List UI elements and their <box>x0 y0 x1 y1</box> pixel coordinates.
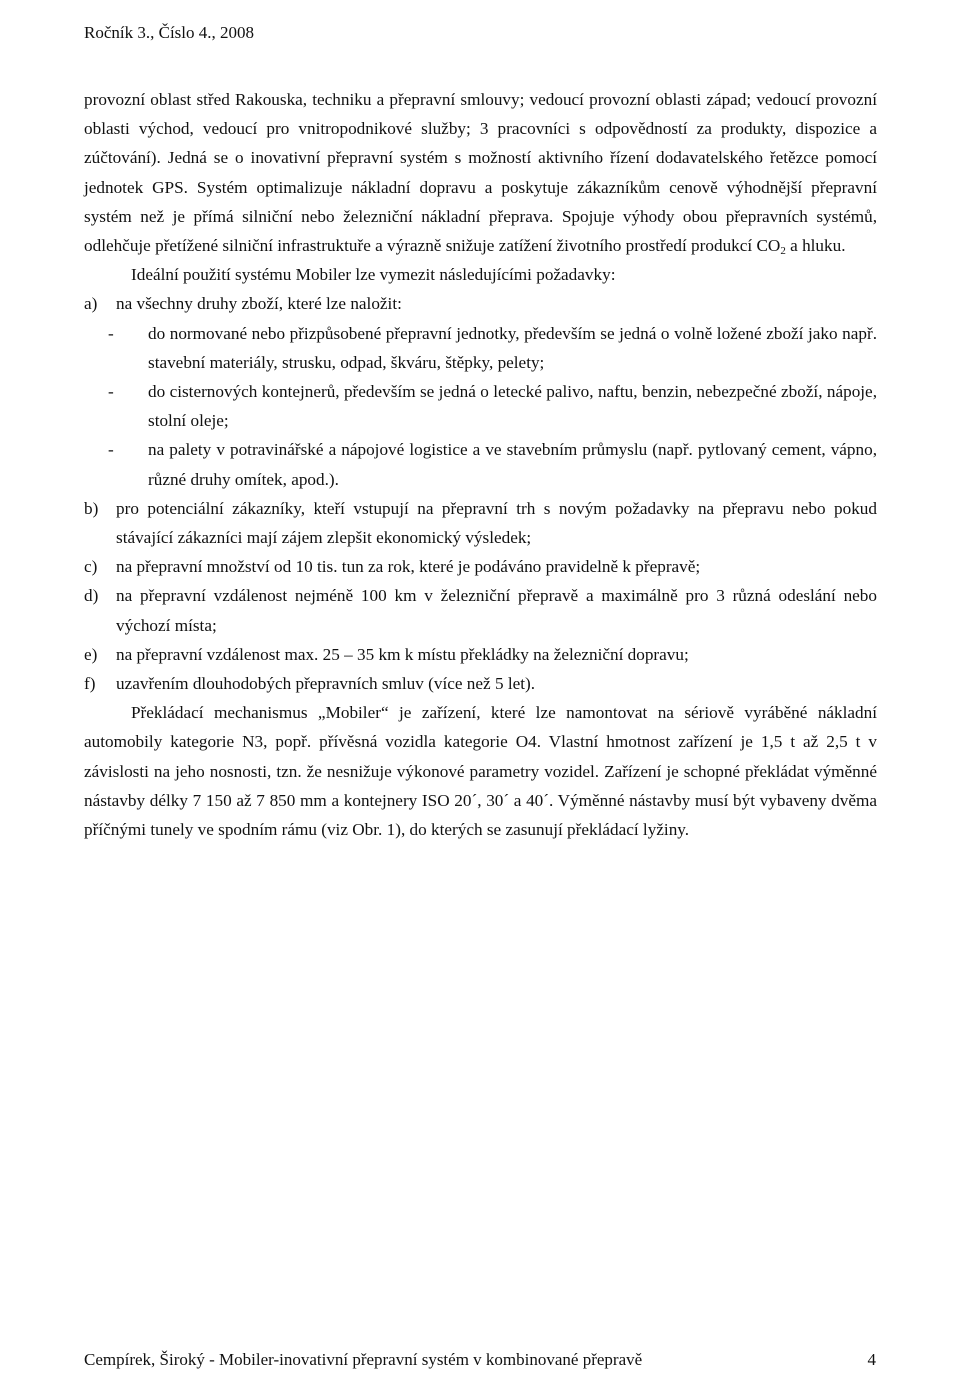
requirement-item <box>84 581 877 639</box>
requirement-text: na přepravní množství od 10 tis. tun za rok, které je podáváno pravidelně k přepravě; <box>116 557 701 577</box>
requirements-intro: Ideální použití systému Mobiler lze vymezit následujícími požadavky: <box>131 265 616 285</box>
running-header: Ročník 3., Číslo 4., 2008 <box>84 23 255 42</box>
sub-list-item <box>84 435 877 493</box>
requirement-text: na všechny druhy zboží, které lze naložit: <box>116 294 402 314</box>
requirement-text: pro potenciální zákazníky, kteří vstupují na přepravní trh s novým požadavky na přepravu nebo pokud stávající zákazníci mají zájem zlepšit ekonomický výsledek; <box>116 498 877 548</box>
dash-marker: - <box>108 440 114 460</box>
intro-text-part1: provozní oblast střed Rakouska, techniku a přepravní smlouvy; vedoucí provozní oblasti západ; vedoucí provozní oblasti východ, vedoucí pro vnitropodnikové služby; 3 pracovníci s odpovědností za produkty, dispozice a zúčtování). Jedná se o inovativní přepravní systém s možností aktivního řízení dodavatelského řetězce pomocí jednotek GPS. Systém optimalizuje nákladní dopravu a poskytuje zákazníkům cenově výhodnější přepravní systém než je přímá silniční nebo železniční nákladní přeprava. Spojuje výhody obou přepravních systémů, odlehčuje přetížené silniční infrastruktuře a výrazně snižuje zatížení životního prostředí produkcí CO <box>84 90 877 256</box>
requirement-item <box>84 494 877 552</box>
article-body <box>84 85 877 844</box>
requirement-text: uzavřením dlouhodobých přepravních smluv (více než 5 let). <box>116 674 536 694</box>
list-marker: d) <box>84 586 99 606</box>
sub-list-item <box>84 377 877 435</box>
intro-paragraph <box>84 85 877 260</box>
list-marker: b) <box>84 498 99 518</box>
sub-list-text: do normované nebo přizpůsobené přepravní jednotky, především se jedná o volně ložené zboží jako např. stavební materiály, strusku, odpad, škváru, štěpky, pelety; <box>148 323 877 372</box>
requirement-item <box>84 640 877 669</box>
mechanism-paragraph: Překládací mechanismus „Mobiler“ je zařízení, které lze namontovat na sériově vyráběné nákladní automobily kategorie N3, popř. přívěsná vozidla kategorie O4. Vlastní hmotnost zařízení je 1,5 t až 2,5 t v závislosti na jeho nosnosti, tzn. že nesnižuje výkonové parametry vozidel. Zařízení je schopné překládat výměnné nástavby délky 7 150 až 7 850 mm a kontejnery ISO 20´, 30´ a 40´. Výměnné nástavby musí být vybaveny dvěma příčnými tunely ve spodním rámu (viz Obr. 1), do kterých se zasunují překládací lyžiny. <box>84 703 877 840</box>
requirement-item <box>84 669 877 698</box>
list-marker: c) <box>84 557 98 577</box>
sub-list-text: do cisternových kontejnerů, především se jedná o letecké palivo, naftu, benzin, nebezpečné zboží, nápoje, stolní oleje; <box>148 382 877 431</box>
list-marker: a) <box>84 294 98 314</box>
requirement-text: na přepravní vzdálenost max. 25 – 35 km k místu překládky na železniční dopravu; <box>116 644 689 664</box>
sub-list-item <box>84 319 877 377</box>
dash-marker: - <box>108 382 114 402</box>
sub-list-text: na palety v potravinářské a nápojové logistice a ve stavebním průmyslu (např. pytlovaný cement, vápno, různé druhy omítek, apod.). <box>148 440 877 489</box>
dash-marker: - <box>108 323 114 343</box>
requirement-text: na přepravní vzdálenost nejméně 100 km v železniční přepravě a maximálně pro 3 různá odeslání nebo výchozí místa; <box>116 586 877 635</box>
list-marker: f) <box>84 674 96 694</box>
page-number: 4 <box>867 1350 876 1369</box>
footer-title: Cempírek, Široký - Mobiler-inovativní přepravní systém v kombinované přepravě <box>84 1350 643 1369</box>
co2-subscript: 2 <box>780 244 786 257</box>
intro-text-part2: a hluku. <box>785 236 846 256</box>
running-footer <box>84 1349 876 1371</box>
list-marker: e) <box>84 644 98 664</box>
requirement-item <box>84 552 877 581</box>
requirement-item <box>84 289 877 318</box>
